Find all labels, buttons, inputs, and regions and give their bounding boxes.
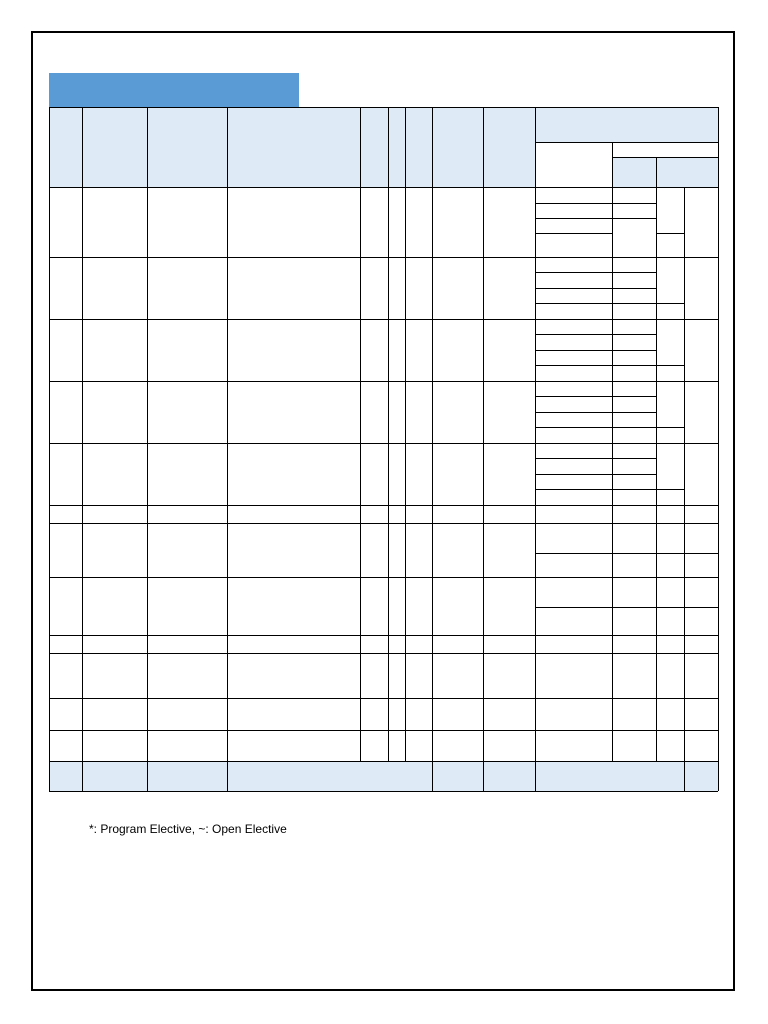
table-header-fill-sub	[612, 157, 718, 188]
table-footer-fill	[50, 761, 718, 791]
footnote: *: Program Elective, ~: Open Elective	[89, 822, 287, 836]
table-header-fill-group	[535, 108, 718, 142]
table-header-fill	[50, 108, 535, 188]
